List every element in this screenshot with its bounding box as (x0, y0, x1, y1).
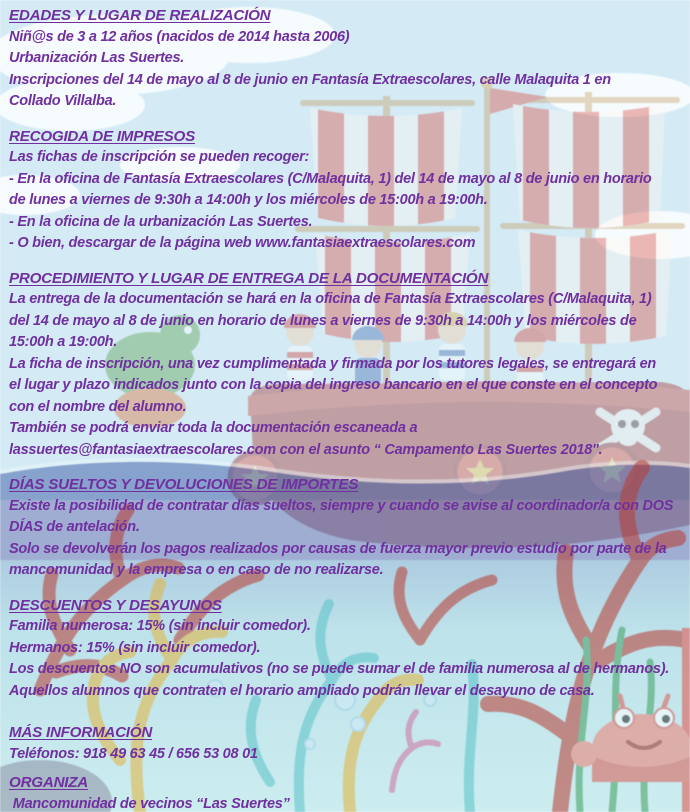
flyer-content (9, 5, 689, 812)
text-line: Urbanización Las Suertes. (9, 50, 185, 66)
text-line: Los descuentos NO son acumulativos (no se puede sumar el de familia numerosa al de hermanos). (9, 661, 670, 677)
section-heading: EDADES Y LUGAR DE REALIZACIÓN (9, 7, 271, 24)
section-heading: ORGANIZA (9, 774, 88, 791)
text-line: el lugar y plazo indicados junto con la copia del ingreso bancario en el que conste en el concepto (9, 377, 658, 393)
text-line: También se podrá enviar toda la documentación escaneada a (9, 420, 418, 436)
text-line: Inscripciones del 14 de mayo al 8 de junio en Fantasía Extraescolares, calle Malaquita 1 en (9, 71, 611, 88)
flyer-section-edades (9, 5, 689, 113)
text-line: Familia numerosa: 15% (sin incluir comedor). (9, 618, 311, 634)
text-line: Hermanos: 15% (sin incluir comedor). (9, 639, 261, 656)
flyer-section-organiza (9, 772, 689, 812)
text-line: de lunes a viernes de 9:30h a 14:00h y los miércoles de 15:00h a 19:00h. (9, 192, 488, 208)
text-line: Existe la posibilidad de contratar días sueltos, siempre y cuando se avise al coordinador/a con DOS (9, 497, 674, 514)
text-line: - En la oficina de la urbanización Las Suertes. (9, 213, 313, 230)
text-line: Aquellos alumnos que contraten el horario ampliado podrán llevar el desayuno de casa. (9, 682, 595, 699)
section-heading: PROCEDIMIENTO Y LUGAR DE ENTREGA DE LA DOCUMENTACIÓN (9, 269, 489, 287)
flyer-section-mas-informacion (9, 722, 689, 765)
text-line: - O bien, descargar de la página web www.fantasiaextraescolares.com (9, 235, 476, 251)
text-line: Collado Villalba. (9, 93, 117, 109)
text-line: La ficha de inscripción, una vez cumplimentada y firmada por los tutores legales, se entregará en (9, 355, 656, 372)
text-line: - En la oficina de Fantasía Extraescolares (C/Malaquita, 1) del 14 de mayo al 8 de junio en horario (9, 170, 652, 187)
section-heading: DESCUENTOS Y DESAYUNOS (9, 596, 222, 614)
text-line: con el nombre del alumno. (9, 398, 187, 415)
flyer-section-recogida (9, 126, 689, 255)
text-line: del 14 de mayo al 8 de junio en horario de lunes a viernes de 9:30h a 14:00h y los miércoles de (9, 312, 637, 329)
text-line: Niñ@s de 3 a 12 años (nacidos de 2014 hasta 2006) (9, 28, 350, 45)
section-heading: DÍAS SUELTOS Y DEVOLUCIONES DE IMPORTES (9, 476, 359, 493)
text-line: DÍAS de antelación. (9, 519, 140, 535)
text-line: Mancomunidad de vecinos “Las Suertes” (9, 795, 290, 812)
section-heading: RECOGIDA DE IMPRESOS (9, 127, 195, 145)
text-line: mancomunidad y la empresa o en caso de no realizarse. (9, 562, 384, 578)
flyer-section-procedimiento (9, 268, 689, 462)
section-heading: MÁS INFORMACIÓN (9, 724, 153, 741)
text-line: Teléfonos: 918 49 63 45 / 656 53 08 01 (9, 745, 258, 762)
text-line: La entrega de la documentación se hará en la oficina de Fantasía Extraescolares (C/Malaquita, 1) (9, 291, 652, 307)
text-line: lassuertes@fantasiaextraescolares.com con el asunto “ Campamento Las Suertes 2018". (9, 441, 603, 458)
flyer-section-dias-sueltos (9, 474, 689, 582)
text-line: Solo se devolverán los pagos realizados por causas de fuerza mayor previo estudio por parte de la (9, 540, 667, 557)
flyer-section-descuentos (9, 595, 689, 703)
text-line: 15:00h a 19:00h. (9, 334, 118, 350)
text-line: Las fichas de inscripción se pueden recoger: (9, 149, 310, 165)
